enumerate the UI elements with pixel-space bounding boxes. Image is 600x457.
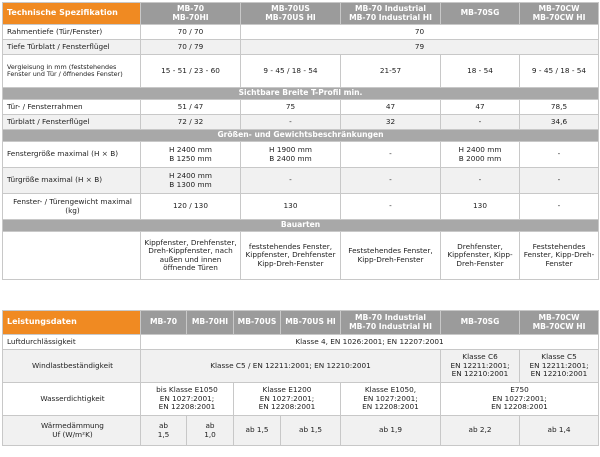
cell: 47: [441, 100, 520, 115]
cell: 9 - 45 / 18 - 54: [241, 55, 341, 88]
col-header: MB-70SG: [441, 3, 520, 25]
cell: -: [341, 194, 441, 220]
row-label: Türgröße maximal (H × B): [3, 168, 141, 194]
spec-table: [2, 2, 599, 280]
cell: Kippfenster, Drehfenster, Dreh-Kippfenster, nach außen und innen öffnende Türen: [141, 232, 241, 280]
row-label: Windlastbeständigkeit: [3, 350, 141, 383]
row-label: Tiefe Türblatt / Fensterflügel: [3, 40, 141, 55]
cell: H 1900 mm B 2400 mm: [241, 142, 341, 168]
cell: feststehendes Fenster, Kippfenster, Drehfenster Kipp-Dreh-Fenster: [241, 232, 341, 280]
cell: Klasse E1050, EN 1027:2001; EN 12208:2001: [341, 383, 441, 416]
cell: H 2400 mm B 2000 mm: [441, 142, 520, 168]
col-header: MB-70CW MB-70CW HI: [520, 3, 599, 25]
col-header: MB-70: [141, 311, 187, 335]
performance-table: [2, 310, 599, 446]
cell: 70 / 70: [141, 25, 241, 40]
cell: E750 EN 1027:2001; EN 12208:2001: [441, 383, 599, 416]
cell: 130: [241, 194, 341, 220]
row-label: [3, 232, 141, 280]
section-band: Bauarten: [3, 220, 599, 232]
cell: Klasse C5 / EN 12211:2001; EN 12210:2001: [141, 350, 441, 383]
cell: 70 / 79: [141, 40, 241, 55]
cell: Klasse 4, EN 1026:2001; EN 12207:2001: [141, 335, 599, 350]
row-label: Vergleisung in mm (feststehendes Fenster und Tür / öffnendes Fenster): [3, 55, 141, 88]
row-label: Rahmentiefe (Tür/Fenster): [3, 25, 141, 40]
spec-title: Technische Spezifikation: [3, 3, 141, 25]
cell: 34,6: [520, 115, 599, 130]
cell: 75: [241, 100, 341, 115]
cell: 130: [441, 194, 520, 220]
col-header: MB-70 MB-70HI: [141, 3, 241, 25]
cell: -: [341, 142, 441, 168]
cell: H 2400 mm B 1300 mm: [141, 168, 241, 194]
cell: -: [441, 115, 520, 130]
cell: 72 / 32: [141, 115, 241, 130]
col-header: MB-70 Industrial MB-70 Industrial HI: [341, 3, 441, 25]
cell: ab 2,2: [441, 416, 520, 446]
col-header: MB-70HI: [187, 311, 234, 335]
cell: -: [241, 168, 341, 194]
cell: ab 1,5: [141, 416, 187, 446]
row-label: Wärmedämmung Uf (W/m²K): [3, 416, 141, 446]
cell: -: [520, 142, 599, 168]
row-label: Fenstergröße maximal (H × B): [3, 142, 141, 168]
cell: ab 1,0: [187, 416, 234, 446]
cell: Feststehendes Fenster, Kipp-Dreh-Fenster: [520, 232, 599, 280]
row-label: Türblatt / Fensterflügel: [3, 115, 141, 130]
cell: ab 1,5: [234, 416, 281, 446]
cell: Klasse C5 EN 12211:2001; EN 12210:2001: [520, 350, 599, 383]
row-label: Tür- / Fensterrahmen: [3, 100, 141, 115]
cell: H 2400 mm B 1250 mm: [141, 142, 241, 168]
cell: ab 1,9: [341, 416, 441, 446]
cell: 32: [341, 115, 441, 130]
cell: Drehfenster, Kippfenster, Kipp-Dreh-Fenster: [441, 232, 520, 280]
col-header: MB-70CW MB-70CW HI: [520, 311, 599, 335]
cell: 51 / 47: [141, 100, 241, 115]
col-header: MB-70 Industrial MB-70 Industrial HI: [341, 311, 441, 335]
section-band: Sichtbare Breite T-Profil min.: [3, 88, 599, 100]
cell: 70: [241, 25, 599, 40]
cell: 21-57: [341, 55, 441, 88]
cell: Klasse C6 EN 12211:2001; EN 12210:2001: [441, 350, 520, 383]
cell: ab 1,4: [520, 416, 599, 446]
cell: 18 - 54: [441, 55, 520, 88]
cell: Klasse E1200 EN 1027:2001; EN 12208:2001: [234, 383, 341, 416]
col-header: MB-70US HI: [281, 311, 341, 335]
cell: Feststehendes Fenster, Kipp-Dreh-Fenster: [341, 232, 441, 280]
cell: 120 / 130: [141, 194, 241, 220]
cell: -: [520, 168, 599, 194]
cell: bis Klasse E1050 EN 1027:2001; EN 12208:2001: [141, 383, 234, 416]
cell: 15 - 51 / 23 - 60: [141, 55, 241, 88]
col-header: MB-70US: [234, 311, 281, 335]
perf-title: Leistungsdaten: [3, 311, 141, 335]
cell: ab 1,5: [281, 416, 341, 446]
row-label: Luftdurchlässigkeit: [3, 335, 141, 350]
cell: -: [520, 194, 599, 220]
cell: 78,5: [520, 100, 599, 115]
cell: -: [341, 168, 441, 194]
row-label: Fenster- / Türengewicht maximal (kg): [3, 194, 141, 220]
col-header: MB-70SG: [441, 311, 520, 335]
row-label: Wasserdichtigkeit: [3, 383, 141, 416]
cell: -: [241, 115, 341, 130]
cell: 9 - 45 / 18 - 54: [520, 55, 599, 88]
cell: 47: [341, 100, 441, 115]
cell: 79: [241, 40, 599, 55]
cell: -: [441, 168, 520, 194]
col-header: MB-70US MB-70US HI: [241, 3, 341, 25]
section-band: Größen- und Gewichtsbeschränkungen: [3, 130, 599, 142]
